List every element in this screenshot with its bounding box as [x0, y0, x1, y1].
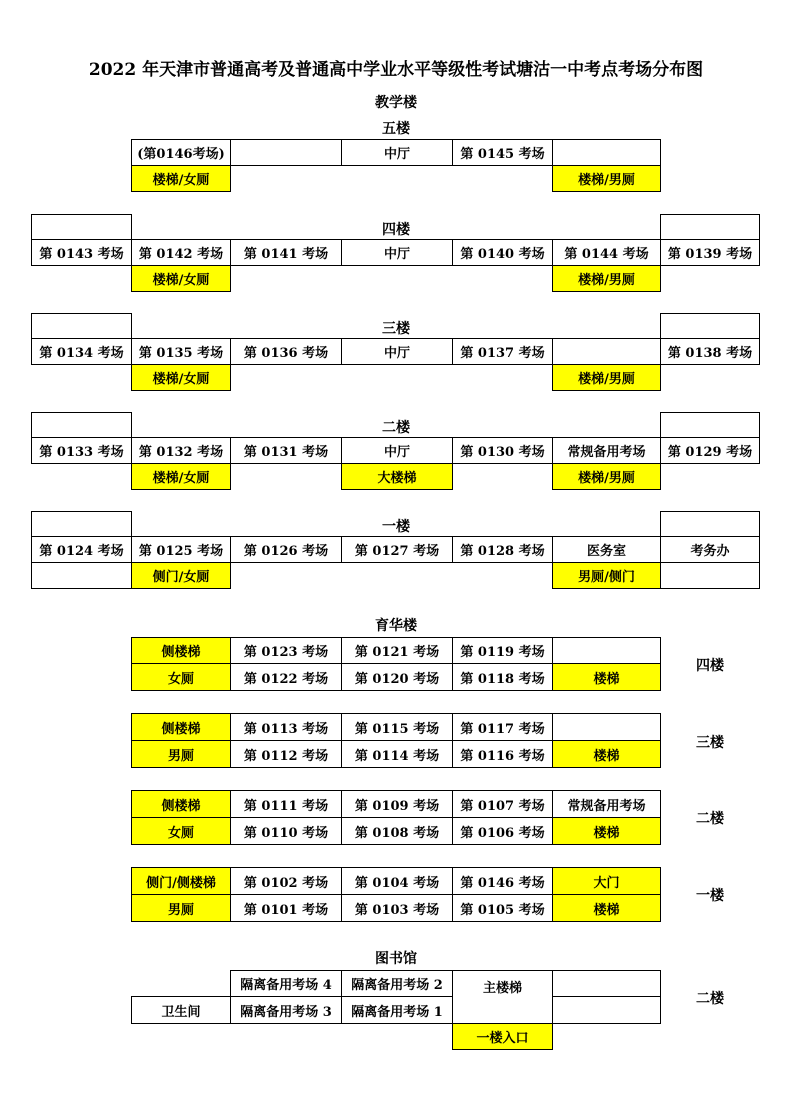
stairs-cell: 楼梯 [552, 894, 661, 922]
floor2-label: 二楼 [382, 420, 410, 436]
empty-cell [660, 562, 760, 589]
room-cell: 第 0105 考场 [452, 894, 553, 922]
side-stairs-cell: 侧楼梯 [131, 790, 231, 818]
room-cell: 第 0143 考场 [31, 239, 132, 266]
library-floor-label: 二楼 [696, 991, 724, 1007]
stairs-cell: 楼梯/女厕 [131, 265, 231, 292]
room-cell: 第 0137 考场 [452, 338, 553, 365]
room-cell: 第 0123 考场 [230, 637, 342, 664]
restroom-cell: 女厕 [131, 663, 231, 691]
empty-cell [552, 139, 661, 166]
room-cell: 第 0138 考场 [660, 338, 760, 365]
room-cell: (第0146考场) [131, 139, 231, 166]
stairs-cell: 楼梯/男厕 [552, 364, 661, 391]
empty-cell [552, 996, 661, 1024]
side-stairs-cell: 侧楼梯 [131, 713, 231, 741]
floor3-label: 三楼 [382, 321, 410, 337]
page-title: 2022 年天津市普通高考及普通高中学业水平等级性考试塘沽一中考点考场分布图 [88, 60, 704, 80]
empty-cell [552, 970, 661, 997]
restroom-cell: 卫生间 [131, 996, 231, 1024]
room-cell: 第 0119 考场 [452, 637, 553, 664]
room-cell: 第 0134 考场 [31, 338, 132, 365]
clinic-cell: 医务室 [552, 536, 661, 563]
room-cell: 第 0128 考场 [452, 536, 553, 563]
room-cell: 第 0106 考场 [452, 817, 553, 845]
hall-cell: 中厅 [341, 139, 453, 166]
yuhua-floor-label: 一楼 [696, 888, 724, 904]
stairs-cell: 楼梯/男厕 [552, 265, 661, 292]
room-cell: 第 0107 考场 [452, 790, 553, 818]
room-cell: 第 0117 考场 [452, 713, 553, 741]
stairs-cell: 楼梯 [552, 740, 661, 768]
room-cell: 第 0131 考场 [230, 437, 342, 464]
room-cell: 第 0115 考场 [341, 713, 453, 741]
empty-cell [552, 637, 661, 664]
floor5-label: 五楼 [382, 121, 410, 137]
room-cell: 第 0122 考场 [230, 663, 342, 691]
room-cell: 第 0121 考场 [341, 637, 453, 664]
room-cell: 第 0139 考场 [660, 239, 760, 266]
room-cell: 第 0109 考场 [341, 790, 453, 818]
room-cell: 第 0130 考场 [452, 437, 553, 464]
room-cell: 第 0108 考场 [341, 817, 453, 845]
room-cell: 常规备用考场 [552, 437, 661, 464]
hall-cell: 中厅 [341, 239, 453, 266]
room-cell: 第 0126 考场 [230, 536, 342, 563]
main-gate-cell: 大门 [552, 867, 661, 895]
room-cell: 第 0144 考场 [552, 239, 661, 266]
empty-cell [552, 713, 661, 741]
room-cell: 第 0129 考场 [660, 437, 760, 464]
room-cell: 第 0132 考场 [131, 437, 231, 464]
room-cell: 第 0125 考场 [131, 536, 231, 563]
room-cell: 第 0103 考场 [341, 894, 453, 922]
exam-office-cell: 考务办 [660, 536, 760, 563]
restroom-cell: 男厕 [131, 894, 231, 922]
room-cell: 常规备用考场 [552, 790, 661, 818]
entrance-cell: 一楼入口 [452, 1023, 553, 1050]
isolation-room-cell: 隔离备用考场 1 [341, 996, 453, 1024]
stairs-cell: 楼梯/女厕 [131, 463, 231, 490]
empty-cell [31, 562, 132, 589]
room-cell: 第 0110 考场 [230, 817, 342, 845]
side-door-cell: 侧门/侧楼梯 [131, 867, 231, 895]
side-door-cell: 男厕/侧门 [552, 562, 661, 589]
yuhua-floor-label: 二楼 [696, 811, 724, 827]
stairs-cell: 楼梯/女厕 [131, 364, 231, 391]
hall-cell: 中厅 [341, 338, 453, 365]
room-cell: 第 0104 考场 [341, 867, 453, 895]
stairs-cell: 楼梯 [552, 817, 661, 845]
room-cell: 第 0111 考场 [230, 790, 342, 818]
stairs-cell: 楼梯/女厕 [131, 165, 231, 192]
isolation-room-cell: 隔离备用考场 4 [230, 970, 342, 997]
room-cell: 第 0136 考场 [230, 338, 342, 365]
side-stairs-cell: 侧楼梯 [131, 637, 231, 664]
restroom-cell: 男厕 [131, 740, 231, 768]
yuhua-floor-label: 三楼 [696, 735, 724, 751]
room-cell: 第 0135 考场 [131, 338, 231, 365]
room-cell: 第 0141 考场 [230, 239, 342, 266]
room-cell: 第 0146 考场 [452, 867, 553, 895]
room-cell: 第 0127 考场 [341, 536, 453, 563]
hall-cell: 中厅 [341, 437, 453, 464]
stairs-cell: 楼梯 [552, 663, 661, 691]
floor1-label: 一楼 [382, 519, 410, 535]
room-cell: 第 0118 考场 [452, 663, 553, 691]
room-cell: 第 0113 考场 [230, 713, 342, 741]
room-cell: 第 0112 考场 [230, 740, 342, 768]
main-stairs-cell: 大楼梯 [341, 463, 453, 490]
room-cell: 第 0114 考场 [341, 740, 453, 768]
yuhua-building-title: 育华楼 [375, 618, 417, 634]
room-cell: 第 0116 考场 [452, 740, 553, 768]
room-cell: 第 0145 考场 [452, 139, 553, 166]
stairs-cell: 楼梯/男厕 [552, 463, 661, 490]
yuhua-floor-label: 四楼 [696, 658, 724, 674]
empty-cell [552, 338, 661, 365]
room-cell: 第 0140 考场 [452, 239, 553, 266]
room-cell: 第 0124 考场 [31, 536, 132, 563]
stairs-cell: 楼梯/男厕 [552, 165, 661, 192]
room-cell: 第 0102 考场 [230, 867, 342, 895]
room-cell: 第 0101 考场 [230, 894, 342, 922]
side-door-cell: 侧门/女厕 [131, 562, 231, 589]
room-cell: 第 0120 考场 [341, 663, 453, 691]
library-title: 图书馆 [375, 951, 417, 967]
isolation-room-cell: 隔离备用考场 3 [230, 996, 342, 1024]
empty-cell [230, 139, 342, 166]
teaching-building-title: 教学楼 [375, 95, 417, 111]
main-stairs-cell: 主楼梯 [452, 970, 553, 1024]
room-cell: 第 0133 考场 [31, 437, 132, 464]
isolation-room-cell: 隔离备用考场 2 [341, 970, 453, 997]
floor4-label: 四楼 [382, 222, 410, 238]
room-cell: 第 0142 考场 [131, 239, 231, 266]
restroom-cell: 女厕 [131, 817, 231, 845]
